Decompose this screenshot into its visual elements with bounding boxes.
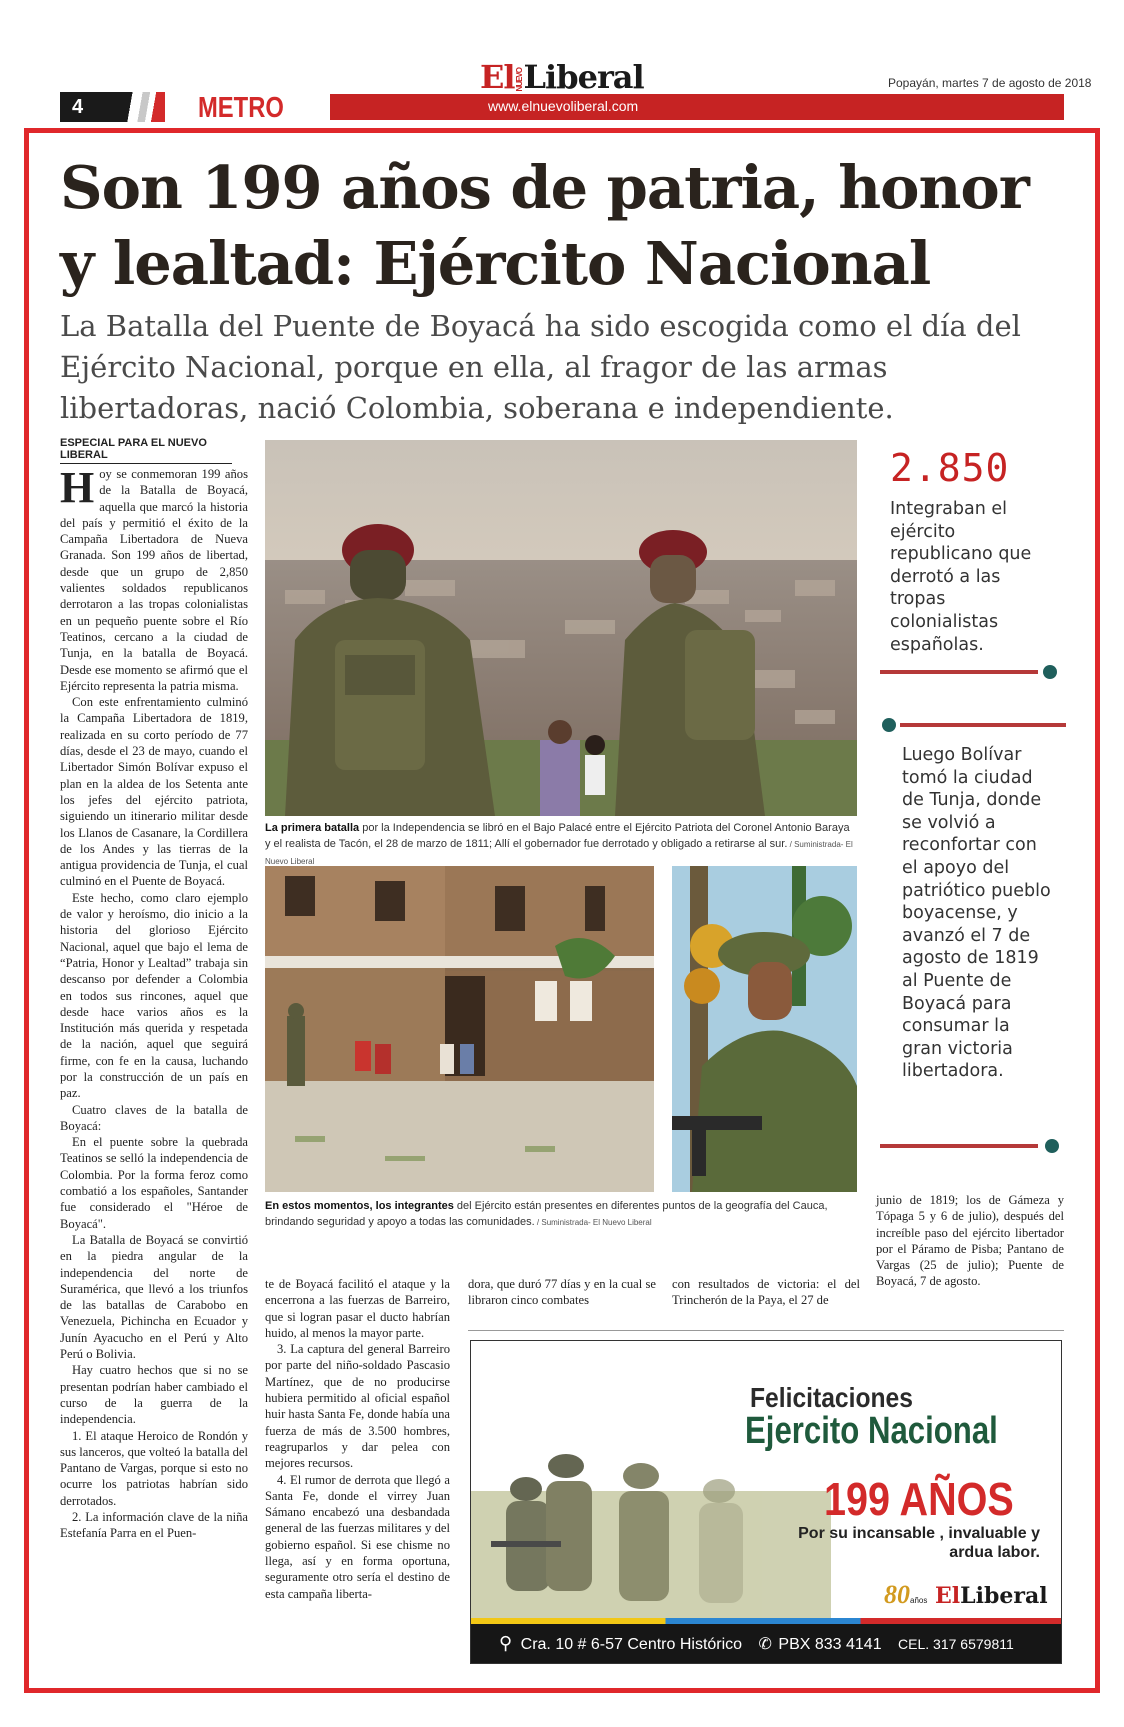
location-pin-icon: ⚲ xyxy=(499,1633,513,1653)
photo-soldier-portrait-image xyxy=(672,866,857,1192)
ad-logo-80: 80 xyxy=(884,1580,910,1609)
logo-nuevo: NUEVO xyxy=(514,67,524,92)
ad-top-rule xyxy=(468,1330,1064,1331)
ad-subtitle: Por su incansable , invaluable y ardua labor. xyxy=(798,1525,1040,1561)
sidebar-dot-3 xyxy=(1045,1139,1059,1153)
sidebar-dot-1 xyxy=(1043,665,1057,679)
ad-199-years: 199 AÑOS xyxy=(824,1473,1014,1525)
paragraph: 1. El ataque Heroico de Rondón y sus lanceros, que volteó la batalla del Pantano de Vargas, porque si esto no ocurre los patriotas habrían sido derrotados. xyxy=(60,1428,248,1508)
logo-el: El xyxy=(480,58,515,96)
article-column-4 xyxy=(672,1276,860,1309)
paragraph: dora, que duró 77 días y en la cual se libraron cinco combates xyxy=(468,1277,656,1308)
article-column-3 xyxy=(468,1276,656,1309)
page-number: 4 xyxy=(60,92,160,122)
paragraph: Cuatro claves de la batalla de Boyacá: xyxy=(60,1102,248,1133)
byline: ESPECIAL PARA EL NUEVO LIBERAL xyxy=(60,437,232,464)
article-column-2 xyxy=(265,1276,450,1602)
drop-cap: H xyxy=(60,463,95,512)
newspaper-logo[interactable] xyxy=(480,58,644,96)
article-column-5 xyxy=(876,1192,1064,1290)
paragraph: 3. La captura del general Barreiro por parte del niño-soldado Pascasio Martínez, que de no producirse hubiera permitido al oficial español huir hasta Santa Fe, donde había una fuerza de más de 3.500 hombres, reagruparlos y dar pelea con mejores recursos. xyxy=(265,1342,451,1471)
paragraph: 4. El rumor de derrota que llegó a Santa Fe, donde el virrey Juan Sámano encabezó una desbandada general de las fuerzas militares y del gobierno español. Si ese chisme no llega, así y en forma oportuna, seguramente otro sería el destino de esta campaña liberta- xyxy=(265,1472,450,1601)
ad-logo xyxy=(884,1580,1048,1610)
paragraph: junio de 1819; los de Gámeza y Tópaga 5 y 6 de julio), después del increíble paso del ejército libertador por el Páramo de Pisba; Pantano de Vargas (25 de julio); Puente de Boyacá, 7 de agosto. xyxy=(876,1193,1064,1289)
paragraph: Con este enfrentamiento culminó la Campaña Libertadora de 1819, realizada en su corto período de 77 días, desde el 23 de mayo, cuando el Libertador Simón Bolívar expuso el plan en la aldea de los Setenta ante los jefes del ejército patriota, siguiendo un itinerario militar desde los Llanos de Casanare, la Cordillera de los Andes y las tierras de la antigua providencia de Tunja, el cual culminó en el Puente de Boyacá. xyxy=(60,695,248,889)
caption-1-lead: La primera batalla xyxy=(265,822,360,834)
page-number-stripe xyxy=(120,92,165,122)
photo-wooden-houses xyxy=(265,866,654,1192)
ad-cel: CEL. 317 6579811 xyxy=(898,1636,1014,1652)
photo-soldiers-city-image xyxy=(265,440,857,816)
ad-pbx: PBX 833 4141 xyxy=(778,1636,882,1653)
paragraph: te de Boyacá facilitó el ataque y la encerrona a las fuerzas de Barreiro, que si logran pasar el ducto habrían huido, al menos la mayor parte. xyxy=(265,1277,450,1340)
paragraph: 2. La información clave de la niña Estefanía Parra en el Puen- xyxy=(60,1510,248,1541)
ad-footer xyxy=(471,1624,1061,1663)
photo-caption-1 xyxy=(265,820,857,870)
sidebar-rule-1 xyxy=(880,670,1038,674)
sidebar-dot-2 xyxy=(882,718,896,732)
caption-2-lead: En estos momentos, los integrantes xyxy=(265,1200,454,1212)
caption-1-credit: / Suministrada- El Nuevo Liberal xyxy=(265,840,853,866)
paragraph: oy se conmemoran 199 años de la Batalla de Boyacá, aquella que marcó la historia del país y permitió el éxito de la Campaña Libertadora de Nueva Granada. Son 199 años de libertad, desde que un grupo de 2,850 valientes soldados republicanos derrotaron a las tropas colonialistas en un pequeño puente sobre el Río Teatinos, cercano a la ciudad de Tunja, en la batalla de Boyacá. Desde ese momento se afirmó que el Ejército representa la patria misma. xyxy=(60,467,248,693)
paragraph: En el puente sobre la quebrada Teatinos se selló la independencia de Colombia. Por la forma feroz como combatió a los españoles, Santander fue considerado el "Héroe de Boyacá". xyxy=(60,1135,248,1231)
caption-1-text: por la Independencia se libró en el Bajo Palacé entre el Ejército Patriota del Coronel Antonio Baraya y el realista de Tacón, el 28 de marzo de 1811; Allí el gobernador fue derrotado y obligado a retirarse al sur. xyxy=(265,822,850,850)
article-column-1 xyxy=(60,463,248,1542)
sidebar-rule-2 xyxy=(900,723,1066,727)
deck: La Batalla del Puente de Boyacá ha sido escogida como el día del Ejército Nacional, porque en ella, al fragor de las armas libertadoras, nació Colombia, soberana e independiente. xyxy=(60,309,1021,425)
photo-wooden-houses-image xyxy=(265,866,654,1192)
ad-logo-liberal: Liberal xyxy=(960,1583,1048,1609)
paragraph: La Batalla de Boyacá se convirtió en la piedra angular de la independencia del norte de Suramérica, que llevó a los triunfos de las batallas de Carabobo en Venezuela, Pichincha en Ecuador y Junín Ayacucho en el Perú y Alto Perú o Bolivia. xyxy=(60,1232,248,1362)
dateline: Popayán, martes 7 de agosto de 2018 xyxy=(888,76,1092,90)
headline: Son 199 años de patria, honor y lealtad: Ejército Nacional xyxy=(60,153,1029,298)
ad-address: Cra. 10 # 6-57 Centro Histórico xyxy=(520,1636,743,1653)
phone-icon: ✆ xyxy=(758,1636,772,1653)
caption-2-text: del Ejército están presentes en diferentes puntos de la geografía del Cauca, brindando seguridad y apoyo a todas las comunidades. xyxy=(265,1200,828,1228)
paragraph: con resultados de victoria: el del Trincherón de la Paya, el 27 de xyxy=(672,1277,860,1308)
photo-soldier-portrait xyxy=(672,866,857,1192)
sidebar-rule-3 xyxy=(880,1144,1038,1148)
ad-logo-el: El xyxy=(935,1583,961,1609)
ad-title-ejercito: Ejercito Nacional xyxy=(745,1410,998,1452)
logo-liberal: Liberal xyxy=(523,58,644,96)
photo-soldiers-city xyxy=(265,440,857,816)
sidebar-figure-text: Integraban el ejército republicano que derrotó a las tropas colonialistas españolas. xyxy=(890,499,1032,655)
ad-logo-anos: años xyxy=(910,1596,928,1605)
masthead-red-bar xyxy=(330,94,1064,120)
paragraph: Hay cuatro hechos que si no se presentan podrían haber cambiado el curso de la guerra de la independencia. xyxy=(60,1363,248,1427)
ad-title-felicitaciones: Felicitaciones xyxy=(750,1382,913,1413)
sidebar-figure: 2.850 xyxy=(890,446,1010,490)
sidebar-quote: Luego Bolívar tomó la ciudad de Tunja, donde se volvió a reconfortar con el apoyo del patriótico pueblo boyacense, y avanzó el 7 de agosto de 1819 al Puente de Boyacá para consumar la gran victoria libertadora. xyxy=(902,745,1051,1082)
photo-caption-2 xyxy=(265,1198,857,1231)
section-label: METRO xyxy=(198,92,284,124)
caption-2-credit: / Suministrada- El Nuevo Liberal xyxy=(534,1218,652,1227)
paragraph: Este hecho, como claro ejemplo de valor y heroísmo, dio inicio a la historia del glorioso Ejército Nacional, aquel que bajo el lema de “Patria, Honor y Lealtad” trabaja sin descanso por defender a Colombia en todos sus rincones, aquel que desde hace varios años es la Institución más querida y respetada de la nación, aquel que seguirá firme, con fe en la causa, luchando por la construcción de un país en paz. xyxy=(60,890,248,1101)
website-link[interactable]: www.elnuevoliberal.com xyxy=(488,98,639,114)
